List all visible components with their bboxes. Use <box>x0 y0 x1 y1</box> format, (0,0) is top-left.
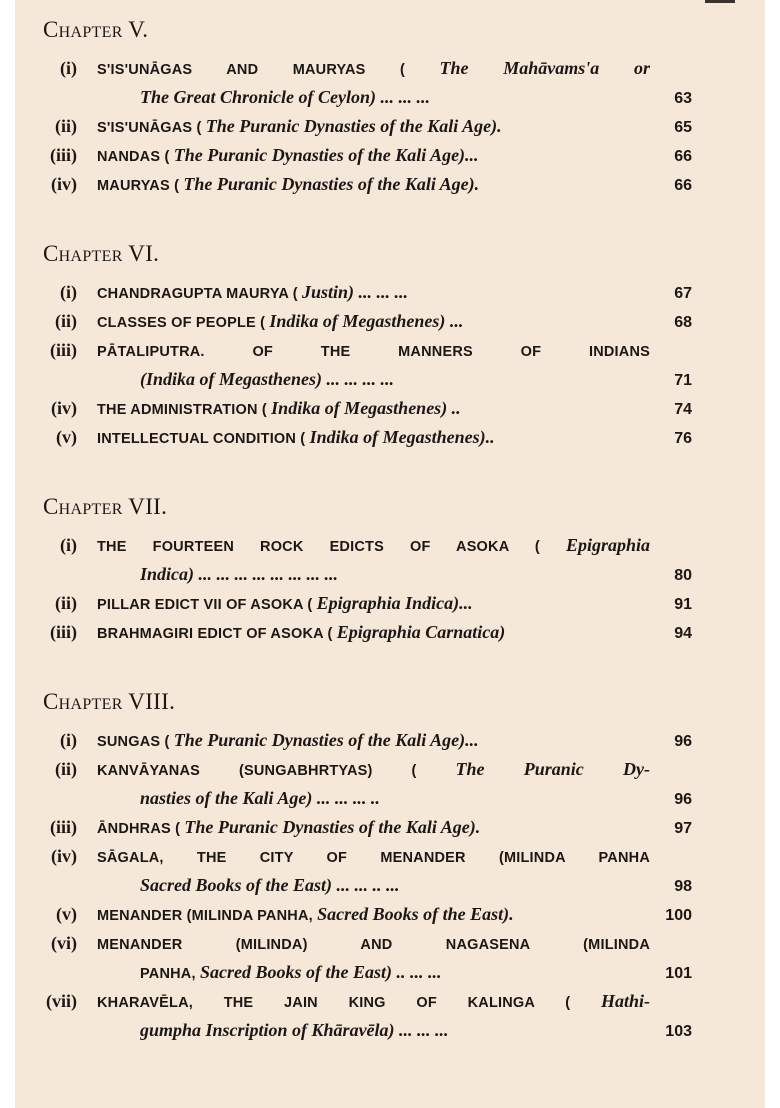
entry-heading: MENANDER (MILINDA) AND NAGASENA (MILINDA <box>97 937 650 953</box>
chapter-title: Chapter VI. <box>43 241 160 266</box>
book-page <box>15 0 765 1108</box>
source-title: (Indika of Megasthenes) ... ... ... ... <box>140 369 395 389</box>
entry-text <box>97 278 650 309</box>
entry-text <box>97 843 650 872</box>
entry-heading: KANVĀYANAS (SUNGABHRTYAS) ( <box>97 763 456 779</box>
source-title: Justin) ... ... ... <box>301 282 409 302</box>
entry-text <box>97 618 650 649</box>
entry-text <box>97 987 650 1016</box>
toc-entry <box>15 170 765 199</box>
source-title: The Puranic Dy- <box>455 759 650 779</box>
entry-heading: INTELLECTUAL CONDITION ( <box>97 431 310 447</box>
page-number: 97 <box>674 820 692 837</box>
toc-entry <box>15 307 765 336</box>
source-title: The Puranic Dynasties of the Kali Age). <box>205 116 502 136</box>
page-corner-mark <box>705 0 735 3</box>
toc-entry-continuation <box>15 365 765 394</box>
toc-entry <box>15 141 765 170</box>
entry-text <box>97 307 650 338</box>
source-title: The Puranic Dynasties of the Kali Age). <box>184 817 481 837</box>
toc-entry-continuation <box>15 871 765 900</box>
entry-heading: MENANDER (MILINDA PANHA, <box>97 908 318 924</box>
entry-text <box>97 112 650 143</box>
entry-text <box>140 958 650 989</box>
entry-numeral: (vii) <box>46 991 77 1011</box>
entry-numeral: (iv) <box>51 398 77 418</box>
entry-text <box>97 394 650 425</box>
source-title: Sacred Books of the East) ... ... .. ... <box>140 875 400 895</box>
page-number: 76 <box>674 430 692 447</box>
source-title: Epigraphia Carnatica) <box>336 622 506 642</box>
entry-text <box>97 900 650 931</box>
entry-numeral: (iii) <box>50 622 77 642</box>
entry-numeral: (iii) <box>50 340 77 360</box>
toc-entry <box>15 726 765 755</box>
entry-numeral: (i) <box>60 535 77 555</box>
entry-numeral: (iv) <box>51 846 77 866</box>
chapter-title: Chapter V. <box>43 17 149 42</box>
chapter-title: Chapter VII. <box>43 494 168 519</box>
entry-numeral: (iii) <box>50 817 77 837</box>
page-number: 63 <box>674 90 692 107</box>
entry-text <box>97 170 650 201</box>
chapter-section <box>15 238 765 452</box>
page-number: 71 <box>674 372 692 389</box>
entry-text <box>140 784 650 814</box>
toc-entry <box>15 589 765 618</box>
entry-text <box>97 531 650 560</box>
source-title: The Puranic Dynasties of the Kali Age)... <box>173 145 479 165</box>
chapter-title: Chapter VIII. <box>43 689 176 714</box>
source-title: gumpha Inscription of Khāravēla) ... ... ... <box>140 1020 449 1040</box>
toc-entry <box>15 531 765 560</box>
source-title: Epigraphia <box>565 535 650 555</box>
entry-text <box>97 423 650 454</box>
entry-heading: PĀTALIPUTRA. OF THE MANNERS OF INDIANS <box>97 344 650 360</box>
source-title: nasties of the Kali Age) ... ... ... .. <box>140 788 380 808</box>
entry-numeral: (ii) <box>55 593 77 613</box>
entry-numeral: (v) <box>56 904 77 924</box>
entry-numeral: (i) <box>60 282 77 302</box>
entry-text <box>140 83 650 113</box>
entry-numeral: (ii) <box>55 116 77 136</box>
source-title: The Puranic Dynasties of the Kali Age). <box>183 174 480 194</box>
entry-numeral: (ii) <box>55 311 77 331</box>
toc-entry-continuation <box>15 83 765 112</box>
page-number: 67 <box>674 285 692 302</box>
source-title: Epigraphia Indica)... <box>316 593 473 613</box>
chapter-section <box>15 14 765 199</box>
source-title: Sacred Books of the East). <box>317 904 514 924</box>
page-number: 103 <box>665 1023 692 1040</box>
entry-text <box>97 726 650 757</box>
page-number: 100 <box>665 907 692 924</box>
toc-entry <box>15 394 765 423</box>
entry-heading: MAURYAS ( <box>97 178 184 194</box>
entry-heading: KHARAVĒLA, THE JAIN KING OF KALINGA ( <box>97 995 601 1011</box>
chapter-section <box>15 686 765 1045</box>
page-number: 101 <box>665 965 692 982</box>
toc-entry <box>15 900 765 929</box>
page-number: 65 <box>674 119 692 136</box>
page-number: 80 <box>674 567 692 584</box>
entry-heading: BRAHMAGIRI EDICT OF ASOKA ( <box>97 626 337 642</box>
toc-entry <box>15 929 765 958</box>
source-title: The Puranic Dynasties of the Kali Age)... <box>173 730 479 750</box>
entry-text <box>97 54 650 83</box>
entry-text <box>140 871 650 901</box>
entry-heading: THE FOURTEEN ROCK EDICTS OF ASOKA ( <box>97 539 566 555</box>
entry-heading: NANDAS ( <box>97 149 174 165</box>
entry-heading: S'IS'UNĀGAS AND MAURYAS ( <box>97 62 440 78</box>
entry-text <box>97 589 650 620</box>
toc-entry <box>15 755 765 784</box>
entry-text <box>140 1016 650 1046</box>
entry-heading: S'IS'UNĀGAS ( <box>97 120 206 136</box>
page-number: 94 <box>674 625 692 642</box>
entry-numeral: (vi) <box>51 933 77 953</box>
entry-heading: CLASSES OF PEOPLE ( <box>97 315 270 331</box>
entry-text <box>140 365 650 395</box>
entry-numeral: (v) <box>56 427 77 447</box>
toc-entry <box>15 813 765 842</box>
source-title: Indika of Megasthenes) .. <box>271 398 461 418</box>
toc-entry <box>15 278 765 307</box>
entry-heading: PILLAR EDICT VII OF ASOKA ( <box>97 597 317 613</box>
entry-text <box>97 141 650 172</box>
entry-heading: SUNGAS ( <box>97 734 174 750</box>
toc-entry-continuation <box>15 1016 765 1045</box>
toc-entry <box>15 423 765 452</box>
entry-numeral: (iv) <box>51 174 77 194</box>
page-number: 74 <box>674 401 692 418</box>
entry-numeral: (i) <box>60 58 77 78</box>
source-title: Indika of Megasthenes).. <box>309 427 495 447</box>
source-title: Indica) ... ... ... ... ... ... ... ... <box>140 564 338 584</box>
toc-entry <box>15 987 765 1016</box>
chapter-section <box>15 491 765 647</box>
source-title: Sacred Books of the East) .. ... ... <box>199 962 442 982</box>
entry-numeral: (i) <box>60 730 77 750</box>
entry-text <box>97 813 650 844</box>
table-of-contents <box>15 14 765 1045</box>
page-number: 98 <box>674 878 692 895</box>
entry-heading: SĀGALA, THE CITY OF MENANDER (MILINDA PANHA <box>97 850 650 866</box>
entry-heading: THE ADMINISTRATION ( <box>97 402 272 418</box>
toc-entry <box>15 618 765 647</box>
page-number: 68 <box>674 314 692 331</box>
source-title: The Great Chronicle of Ceylon) ... ... ... <box>140 87 430 107</box>
entry-heading: ĀNDHRAS ( <box>97 821 185 837</box>
entry-heading: CHANDRAGUPTA MAURYA ( <box>97 286 302 302</box>
toc-entry-continuation <box>15 958 765 987</box>
page-number: 96 <box>674 733 692 750</box>
source-title: Hathi- <box>600 991 650 1011</box>
entry-text <box>140 560 650 590</box>
toc-entry <box>15 112 765 141</box>
entry-numeral: (iii) <box>50 145 77 165</box>
entry-heading: PANHA, <box>140 966 200 982</box>
page-number: 66 <box>674 177 692 194</box>
page-number: 91 <box>674 596 692 613</box>
entry-numeral: (ii) <box>55 759 77 779</box>
toc-entry <box>15 842 765 871</box>
page-number: 96 <box>674 791 692 808</box>
toc-entry-continuation <box>15 560 765 589</box>
source-title: Indika of Megasthenes) ... <box>269 311 464 331</box>
source-title: The Mahāvams'a or <box>439 58 650 78</box>
page-number: 66 <box>674 148 692 165</box>
entry-text <box>97 755 650 784</box>
toc-entry <box>15 336 765 365</box>
entry-text <box>97 930 650 959</box>
toc-entry-continuation <box>15 784 765 813</box>
entry-text <box>97 337 650 366</box>
toc-entry <box>15 54 765 83</box>
